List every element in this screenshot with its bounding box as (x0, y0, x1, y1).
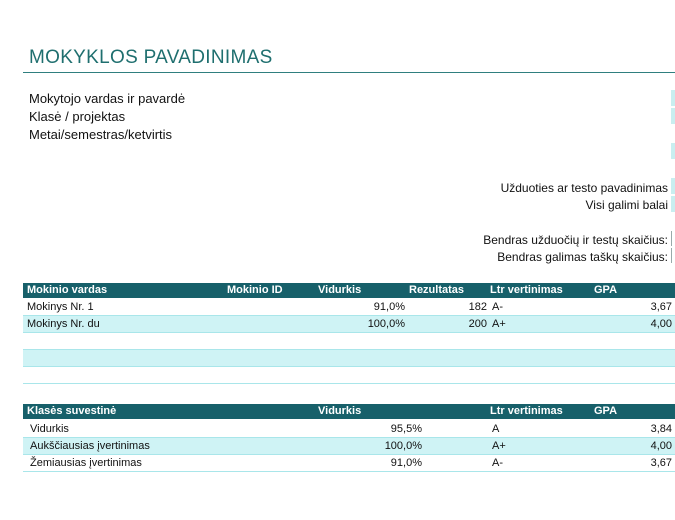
summary-label: Žemiausias įvertinimas (30, 457, 142, 469)
total-tests-cell[interactable] (671, 231, 675, 246)
student-name[interactable]: Mokinys Nr. 1 (27, 301, 94, 313)
table-row-empty[interactable] (23, 350, 675, 367)
title-divider (23, 72, 675, 73)
col-summary-letter-grade[interactable]: Ltr vertinimas (490, 405, 563, 417)
students-table-header (23, 283, 675, 298)
col-average[interactable]: Vidurkis (318, 284, 362, 296)
summary-gpa[interactable]: 4,00 (650, 440, 672, 452)
summary-average[interactable]: 100,0% (384, 440, 422, 452)
summary-label: Aukščiausias įvertinimas (30, 440, 150, 452)
summary-average[interactable]: 91,0% (390, 457, 422, 469)
student-letter-grade[interactable]: A+ (492, 318, 506, 330)
total-tests-label: Bendras užduočių ir testų skaičius: (483, 233, 668, 247)
student-name[interactable]: Mokinys Nr. du (27, 318, 100, 330)
student-gpa[interactable]: 3,67 (650, 301, 672, 313)
student-gpa[interactable]: 4,00 (650, 318, 672, 330)
summary-gpa[interactable]: 3,67 (650, 457, 672, 469)
term-label: Metai/semestras/ketvirtis (29, 127, 173, 142)
col-gpa[interactable]: GPA (594, 284, 618, 296)
total-points-cell[interactable] (671, 196, 675, 212)
summary-row[interactable] (23, 438, 675, 455)
summary-letter-grade[interactable]: A- (492, 457, 503, 469)
col-student-id[interactable]: Mokinio ID (227, 284, 283, 296)
assignment-name-label: Užduoties ar testo pavadinimas (500, 181, 668, 195)
col-letter-grade[interactable]: Ltr vertinimas (490, 284, 563, 296)
table-row[interactable] (23, 299, 675, 316)
page-title: MOKYKLOS PAVADINIMAS (29, 47, 273, 68)
summary-letter-grade[interactable]: A (492, 423, 500, 435)
student-letter-grade[interactable]: A- (492, 301, 503, 313)
summary-gpa[interactable]: 3,84 (650, 423, 672, 435)
summary-row[interactable] (23, 421, 675, 438)
total-possible-points-cell[interactable] (671, 248, 675, 263)
col-student-name[interactable]: Mokinio vardas (27, 284, 108, 296)
class-project-label: Klasė / projektas (29, 109, 126, 124)
teacher-name-label: Mokytojo vardas ir pavardė (29, 91, 186, 106)
summary-row[interactable] (23, 455, 675, 472)
col-summary-gpa[interactable]: GPA (594, 405, 618, 417)
summary-letter-grade[interactable]: A+ (492, 440, 506, 452)
total-points-label: Visi galimi balai (585, 198, 668, 212)
col-class-summary[interactable]: Klasės suvestinė (27, 405, 117, 417)
teacher-name-cell[interactable] (671, 90, 675, 106)
student-result[interactable]: 182 (468, 301, 487, 313)
term-cell[interactable] (671, 143, 675, 159)
table-row[interactable] (23, 316, 675, 333)
summary-table-header (23, 404, 675, 419)
student-average[interactable]: 91,0% (373, 301, 405, 313)
table-row-empty[interactable] (23, 333, 675, 350)
summary-label: Vidurkis (30, 423, 69, 435)
total-possible-points-label: Bendras galimas taškų skaičius: (497, 250, 668, 264)
assignment-name-cell[interactable] (671, 178, 675, 194)
col-summary-average[interactable]: Vidurkis (318, 405, 362, 417)
col-result[interactable]: Rezultatas (409, 284, 465, 296)
class-project-cell[interactable] (671, 108, 675, 124)
table-row-empty[interactable] (23, 367, 675, 384)
student-result[interactable]: 200 (468, 318, 487, 330)
summary-average[interactable]: 95,5% (390, 423, 422, 435)
student-average[interactable]: 100,0% (367, 318, 405, 330)
